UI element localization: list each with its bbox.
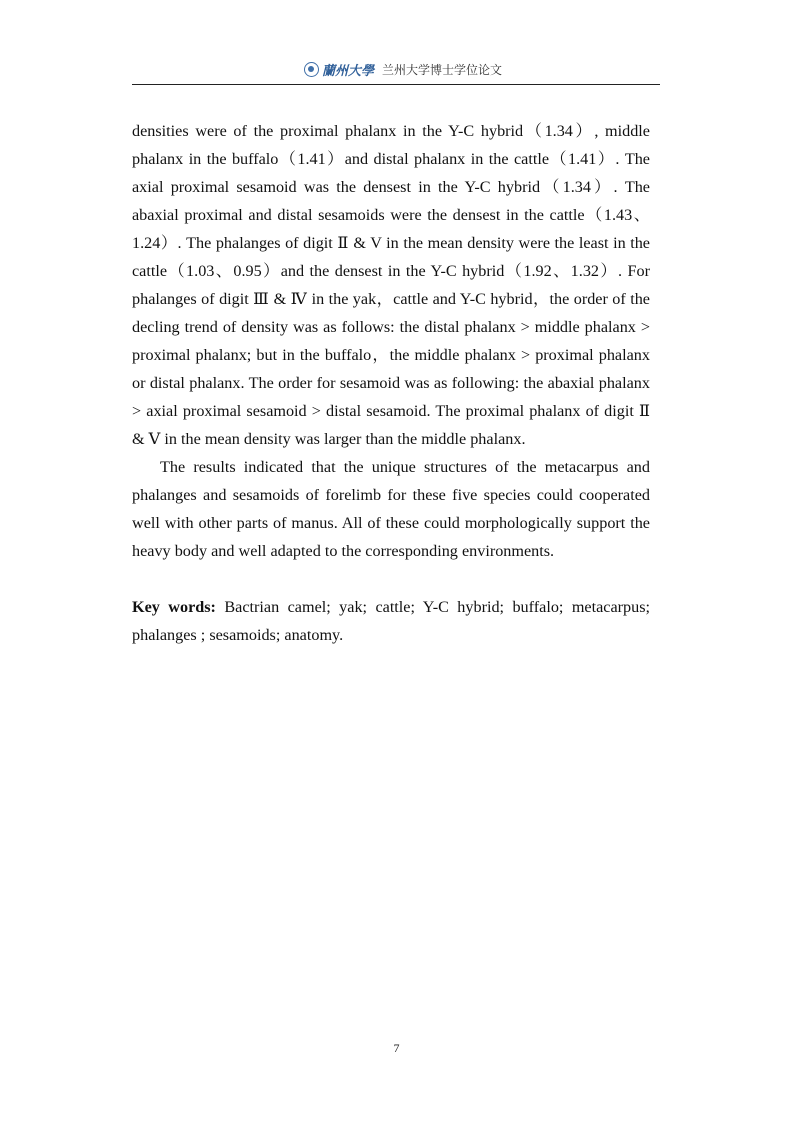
abstract-body <box>132 117 650 649</box>
keywords-line <box>132 593 650 649</box>
abstract-paragraph-2: The results indicated that the unique structures of the metacarpus and phalanges and sesamoids of forelimb for these five species could cooperated well with other parts of manus. All of these could morphologically support the heavy body and well adapted to the corresponding environments. <box>132 458 650 560</box>
university-seal-icon <box>304 62 319 77</box>
header-content <box>304 58 502 80</box>
header-title: 兰州大学博士学位论文 <box>382 62 503 77</box>
abstract-paragraph-1: densities were of the proximal phalanx in the Y-C hybrid（1.34）, middle phalanx in the buffalo（1.41）and distal phalanx in the cattle（1.41）. The axial proximal sesamoid was the densest in the Y-C hybrid（1.34）. The abaxial proximal and distal sesamoids were the densest in the cattle（1.43、1.24）. The phalanges of digit Ⅱ & V in the mean density were the least in the cattle（1.03、0.95）and the densest in the Y-C hybrid（1.92、1.32）. For phalanges of digit Ⅲ & Ⅳ in the yak，cattle and Y-C hybrid，the order of the decling trend of density was as follows: the distal phalanx > middle phalanx > proximal phalanx; but in the buffalo，the middle phalanx > proximal phalanx or distal phalanx. The order for sesamoid was as following: the abaxial phalanx > axial proximal sesamoid > distal sesamoid. The proximal phalanx of digit Ⅱ & Ⅴ in the mean density was larger than the middle phalanx. <box>132 122 650 448</box>
keywords-text: Bactrian camel; yak; cattle; Y-C hybrid; buffalo; metacarpus; phalanges ; sesamoids; anatomy. <box>132 598 651 644</box>
university-logo-text: 蘭州大學 <box>322 63 375 79</box>
running-header <box>132 58 660 85</box>
page-number: 7 <box>393 1041 400 1055</box>
keywords-label: Key words: <box>132 598 216 616</box>
